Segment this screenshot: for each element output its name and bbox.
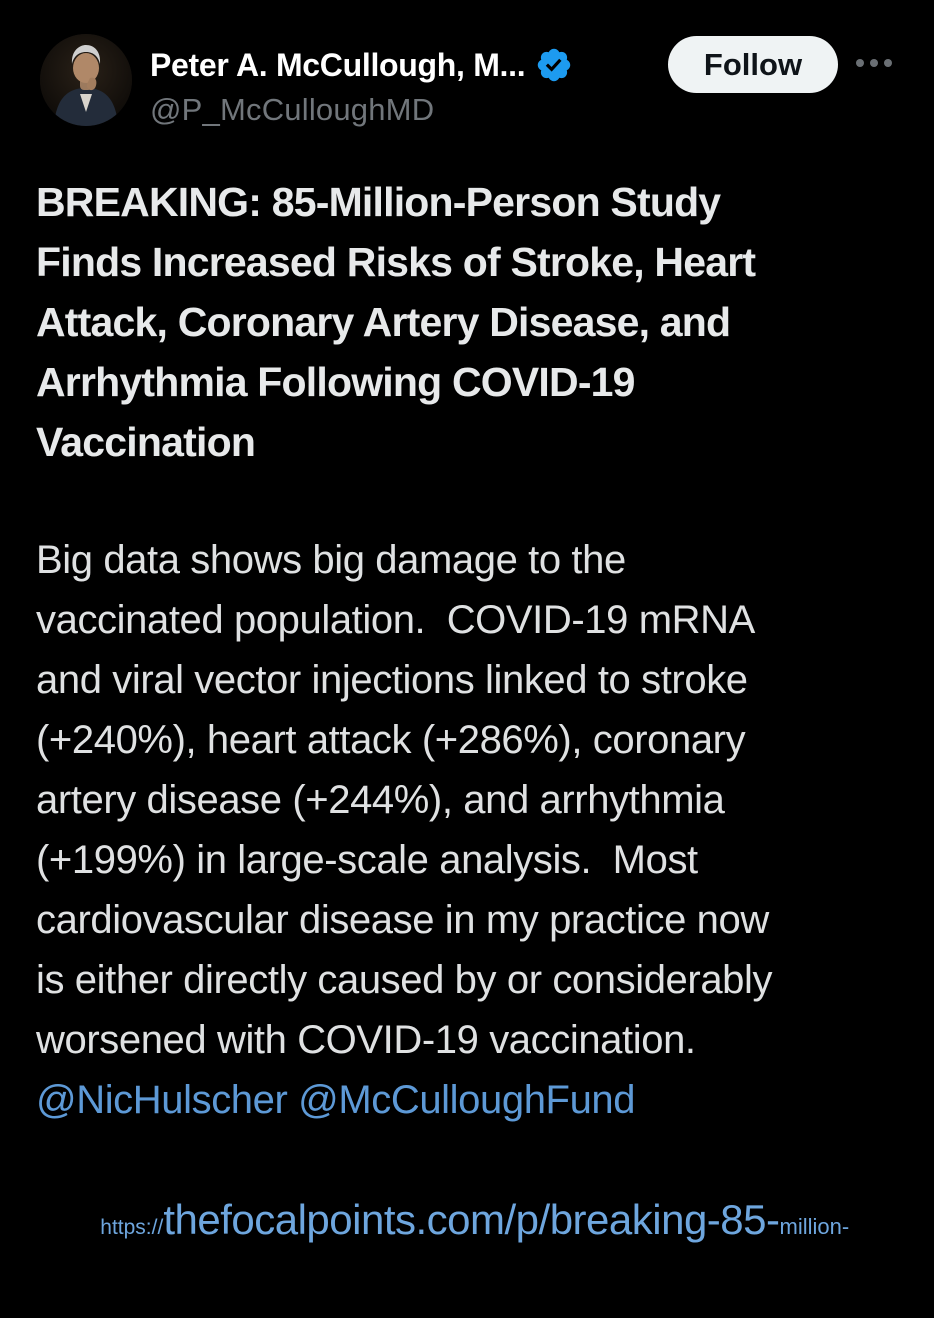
link-main: thefocalpoints.com/p/breaking-85- [163,1196,780,1243]
more-options-icon[interactable] [856,59,892,67]
follow-button[interactable]: Follow [668,36,838,93]
headline-line: Finds Increased Risks of Stroke, Heart [36,239,756,285]
body-line: artery disease (+244%), and arrhythmia [36,778,725,822]
avatar[interactable] [40,34,132,126]
tweet-body [36,530,926,1318]
body-line: and viral vector injections linked to stroke [36,658,748,702]
body-line: vaccinated population. COVID-19 mRNA [36,598,755,642]
body-line: (+199%) in large-scale analysis. Most [36,838,698,882]
link-suffix: million- [779,1214,850,1239]
headline-line: Vaccination [36,419,256,465]
body-line: (+240%), heart attack (+286%), coronary [36,718,746,762]
mention-links[interactable]: @NicHulscher @McCulloughFund [36,1078,636,1122]
author-handle[interactable]: @P_McCulloughMD [150,92,435,127]
headline-line: Arrhythmia Following COVID-19 [36,359,635,405]
tweet-headline [36,172,916,472]
body-line: Big data shows big damage to the [36,538,626,582]
avatar-photo [40,34,132,126]
body-line: cardiovascular disease in my practice now [36,898,769,942]
link-scheme: https:// [100,1216,164,1239]
author-row [150,44,573,86]
author-name[interactable]: Peter A. McCullough, M... [150,46,526,83]
article-link[interactable] [36,1130,926,1318]
body-line: worsened with COVID-19 vaccination. [36,1018,696,1062]
headline-line: BREAKING: 85-Million-Person Study [36,179,721,225]
body-line: is either directly caused by or considerably [36,958,773,1002]
headline-line: Attack, Coronary Artery Disease, and [36,299,731,345]
verified-badge-icon [535,46,573,84]
